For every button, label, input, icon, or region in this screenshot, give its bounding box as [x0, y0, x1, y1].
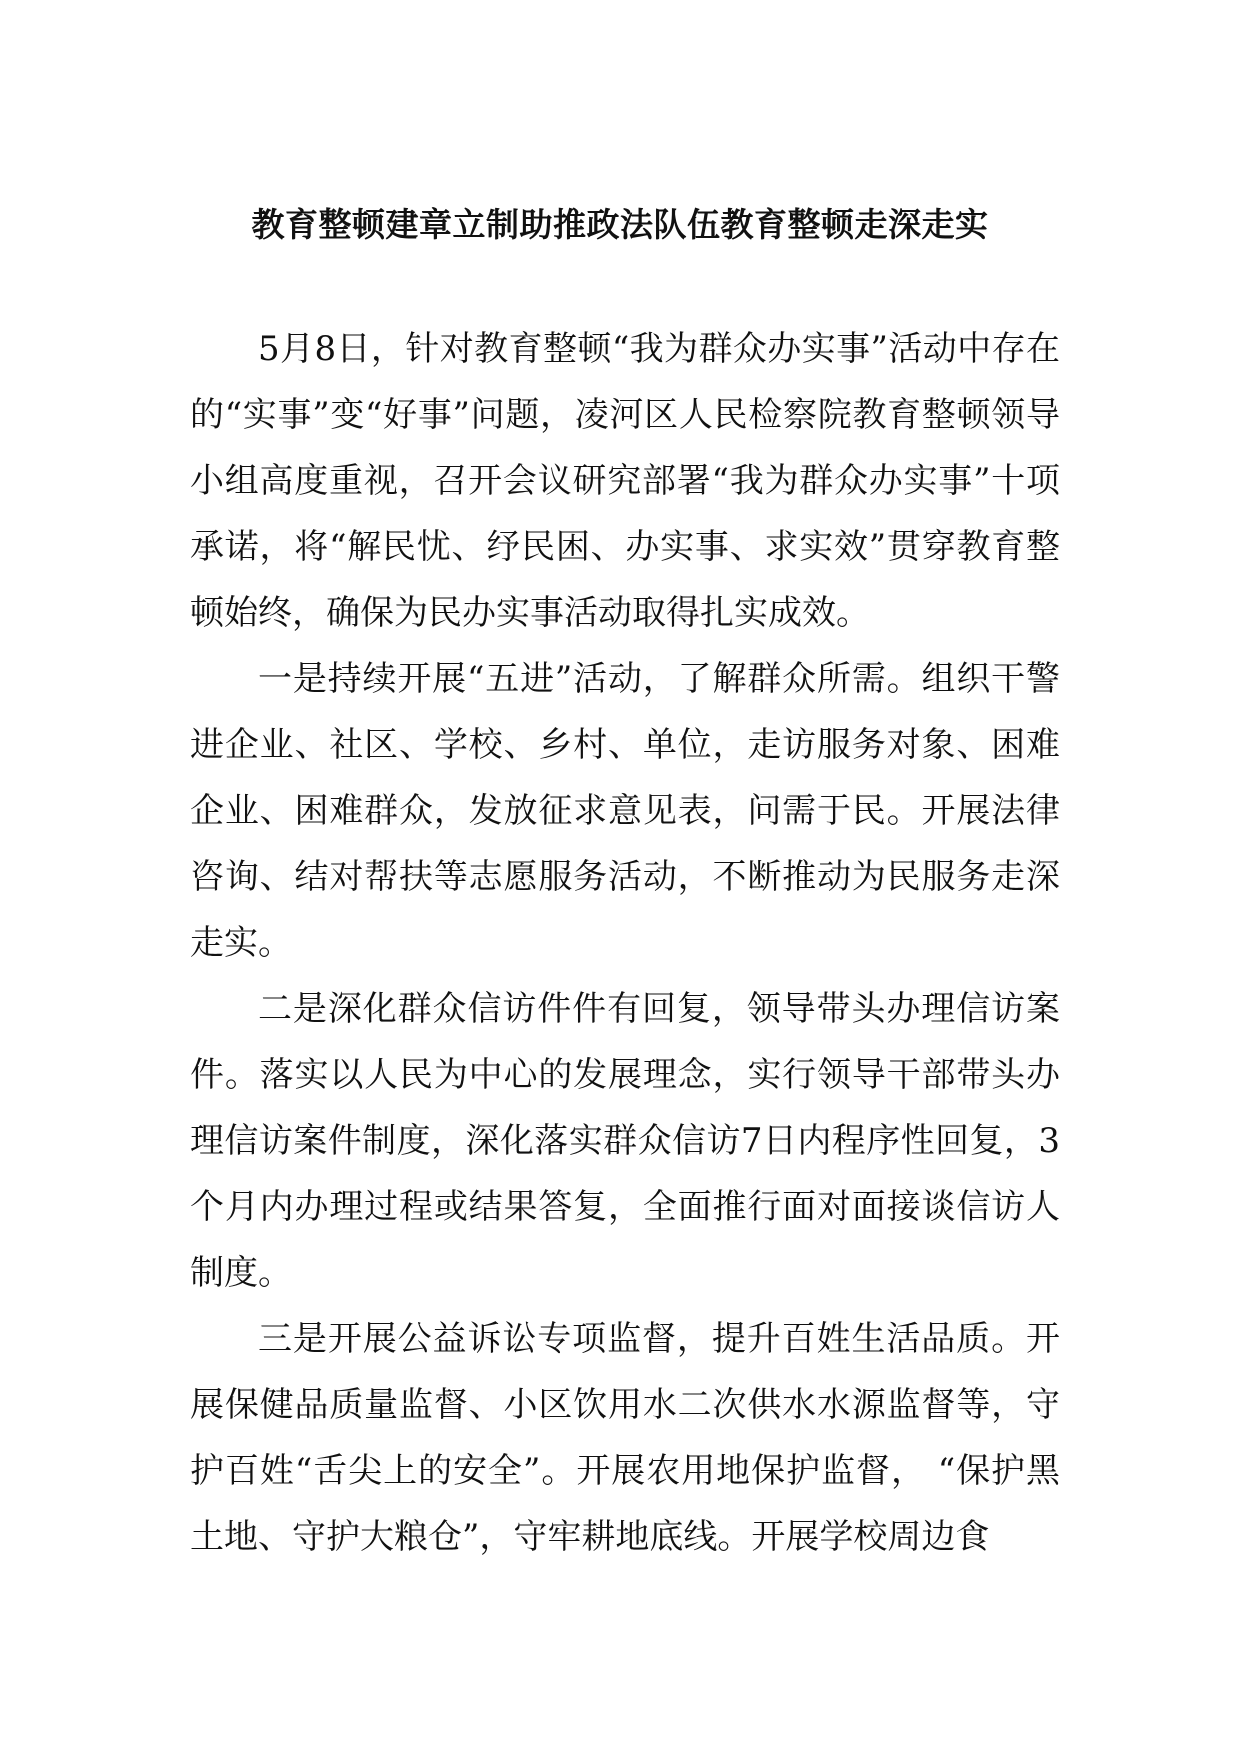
paragraph-point-one: 一是持续开展“五进”活动，了解群众所需。组织干警进企业、社区、学校、乡村、单位，走访服务对象、困难企业、困难群众，发放征求意见表，问需于民。开展法律咨询、结对帮扶等志愿服务活动，不断推动为民服务走深走实。	[190, 659, 1060, 963]
paragraph-intro: 5月8日，针对教育整顿“我为群众办实事”活动中存在的“实事”变“好事”问题，凌河区人民检察院教育整顿领导小组高度重视，召开会议研究部署“我为群众办实事”十项承诺，将“解民忧、纾民困、办实事、求实效”贯穿教育整顿始终，确保为民办实事活动取得扎实成效。	[190, 329, 1060, 633]
document-title: 教育整顿建章立制助推政法队伍教育整顿走深走实	[251, 205, 989, 244]
paragraph-point-three: 三是开展公益诉讼专项监督，提升百姓生活品质。开展保健品质量监督、小区饮用水二次供水水源监督等，守护百姓“舌尖上的安全”。开展农用地保护监督， “保护黑土地、守护大粮仓”，守牢耕地底线。开展学校周边食	[190, 1319, 1060, 1557]
paragraph-point-two: 二是深化群众信访件件有回复，领导带头办理信访案件。落实以人民为中心的发展理念，实行领导干部带头办理信访案件制度，深化落实群众信访7日内程序性回复，3个月内办理过程或结果答复，全面推行面对面接谈信访人制度。	[190, 989, 1060, 1293]
document-body	[190, 316, 1060, 1570]
